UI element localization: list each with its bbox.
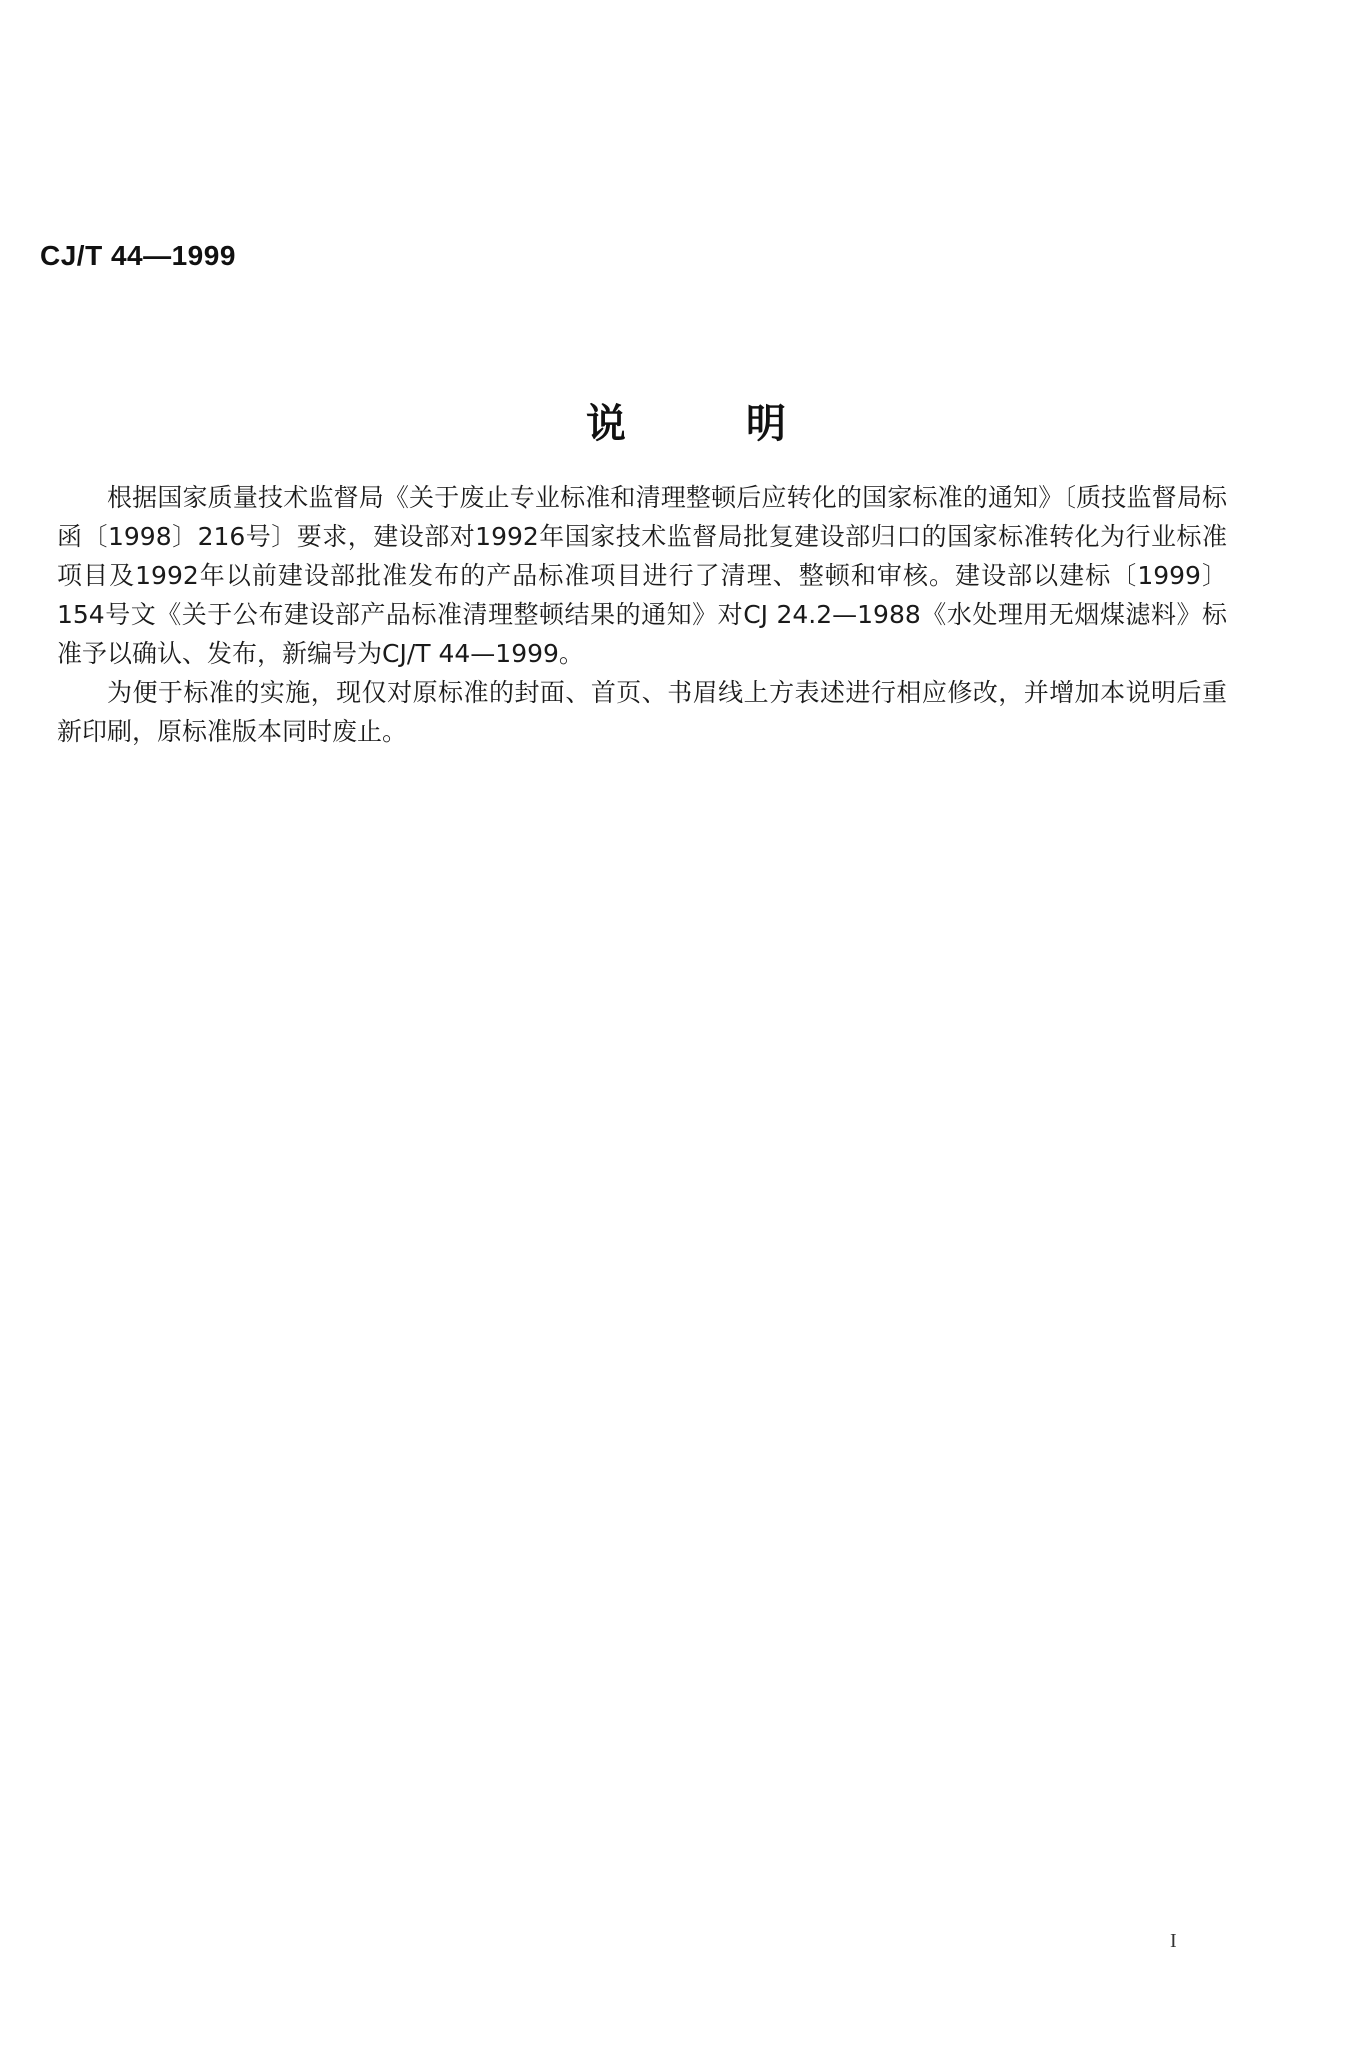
title-char-1: 说	[586, 401, 626, 447]
body-text	[57, 478, 1227, 751]
paragraph-1: 根据国家质量技术监督局《关于废止专业标准和清理整顿后应转化的国家标准的通知》〔质技监督局标函〔1998〕216号〕要求，建设部对1992年国家技术监督局批复建设部归口的国家标准转化为行业标准项目及1992年以前建设部批准发布的产品标准项目进行了清理、整顿和审核。建设部以建标〔1999〕154号文《关于公布建设部产品标准清理整顿结果的通知》对CJ 24.2—1988《水处理用无烟煤滤料》标准予以确认、发布，新编号为CJ/T 44—1999。	[57, 483, 1227, 668]
standard-code-header: CJ/T 44—1999	[40, 240, 236, 271]
title-char-2: 明	[746, 401, 786, 447]
page-number: I	[1170, 1930, 1177, 1952]
page-title	[0, 392, 1372, 449]
paragraph-2: 为便于标准的实施，现仅对原标准的封面、首页、书眉线上方表述进行相应修改，并增加本说明后重新印刷，原标准版本同时废止。	[57, 678, 1227, 746]
